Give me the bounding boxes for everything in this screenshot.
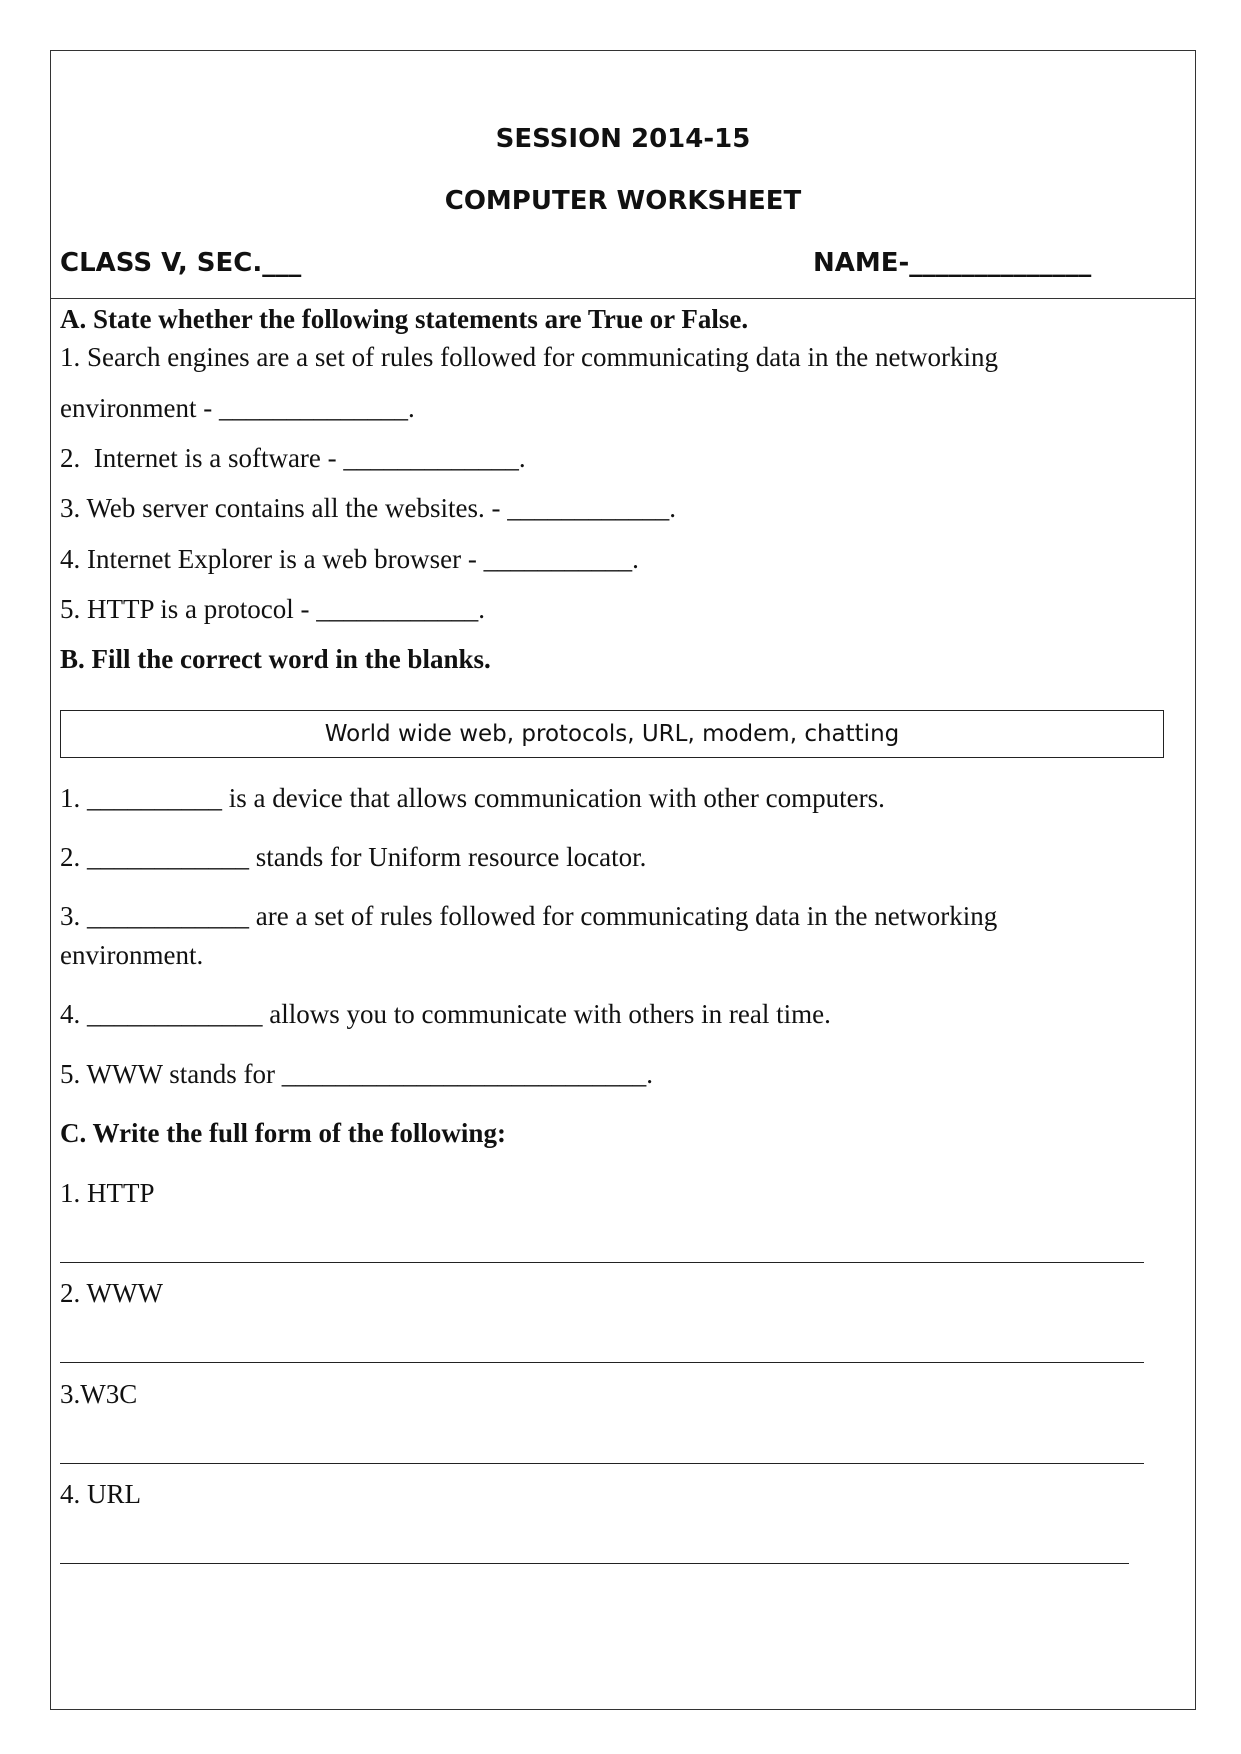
session-title: SESSION 2014-15 [495,124,751,154]
section-a-question-5: 5. HTTP is a protocol - ____________. [60,594,485,624]
section-b-question-1: 1. __________ is a device that allows communication with other computers. [60,783,885,813]
section-a-question-1-line-1: 1. Search engines are a set of rules followed for communicating data in the networking [60,342,998,372]
section-b-question-3-line-1: 3. ____________ are a set of rules followed for communicating data in the networking [60,901,998,931]
section-a-question-2: 2. Internet is a software - _____________. [60,443,526,473]
answer-line-2 [60,1362,1144,1363]
section-c-question-2: 2. WWW [60,1278,163,1308]
section-a-question-4: 4. Internet Explorer is a web browser - ___________. [60,544,639,574]
answer-line-3 [60,1463,1144,1464]
word-bank-box [60,710,1164,758]
section-c-question-4: 4. URL [60,1479,141,1509]
answer-line-4 [60,1563,1129,1564]
section-c-heading: C. Write the full form of the following: [60,1118,506,1148]
section-b-question-5: 5. WWW stands for ___________________________. [60,1059,653,1089]
section-b-question-3-line-2: environment. [60,940,204,970]
section-b-question-2: 2. ____________ stands for Uniform resource locator. [60,842,647,872]
worksheet-title: COMPUTER WORKSHEET [444,186,802,216]
section-c-question-1: 1. HTTP [60,1178,155,1208]
word-bank-text: World wide web, protocols, URL, modem, chatting [324,721,900,747]
class-section-label: CLASS V, SEC.___ [60,248,302,278]
header-divider [50,298,1196,299]
section-a-heading: A. State whether the following statements are True or False. [60,304,749,334]
section-a-question-1-line-2: environment - ______________. [60,393,415,423]
section-a-question-3: 3. Web server contains all the websites. - ____________. [60,493,676,523]
section-b-heading: B. Fill the correct word in the blanks. [60,644,491,674]
page-border [50,50,1196,1710]
section-c-question-3: 3.W3C [60,1379,138,1409]
answer-line-1 [60,1262,1144,1263]
name-label: NAME-______________ [813,248,1092,278]
section-b-question-4: 4. _____________ allows you to communicate with others in real time. [60,999,831,1029]
